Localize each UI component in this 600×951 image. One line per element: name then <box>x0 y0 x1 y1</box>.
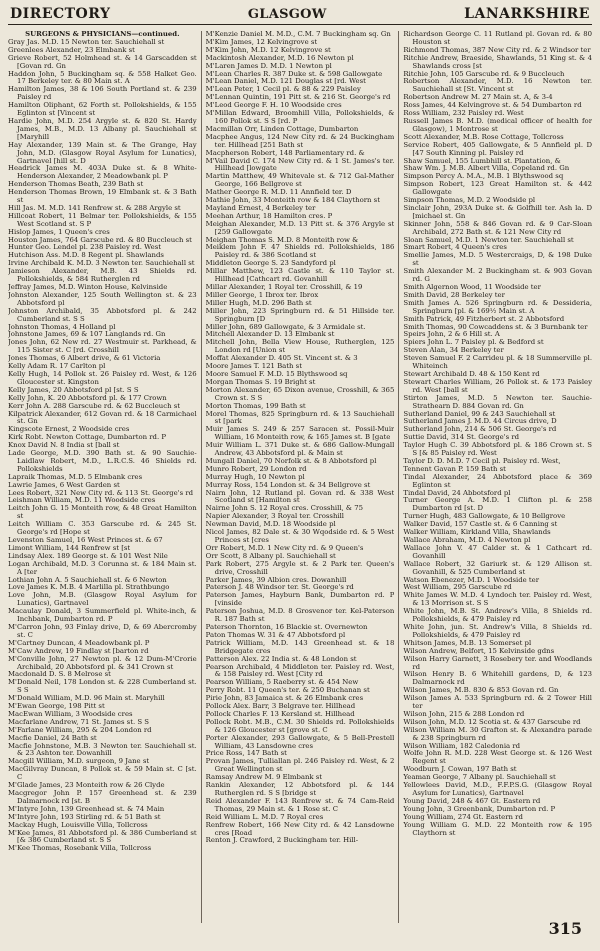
directory-entry: Martin Matthew, 49 Whitevale st. & 712 Gal-Mather George, 166 Bellgrove st <box>205 172 395 189</box>
directory-entry: Russell James B. M.D. (medical officer of health for Glasgow), 1 Montrose st <box>403 116 593 133</box>
directory-entry: Wilson William M. 30 Grafton st. & Alexandra parade & 238 Springburn rd <box>403 725 593 742</box>
directory-entry: Millar Alexander, 1 Royal ter. Crosshill, & 19 <box>205 283 363 291</box>
directory-entry: Meiklem John F. 47 Shields rd. Pollokshields, 186 Paisley rd. & 386 Scotland st <box>205 243 395 260</box>
directory-entry: Renton J. Crawford, 2 Buckingham ter. Hill- <box>205 836 359 845</box>
directory-entry: Muir William L. 371 Duke st. & 686 Gallow-Mungall Andrew, 43 Abbotsford pl. & Main st <box>205 441 395 458</box>
directory-entry: M'Intyre John, 193 Stirling rd. & 51 Bath st <box>8 812 161 821</box>
directory-entry: Irvine Archibald K. M.D. 3 Newton ter. Sauchiehall st <box>8 259 195 268</box>
directory-entry: Jamieson Alexander, M.B. 43 Shields rd. Pollokshields, & 584 Rutherglen rd <box>8 267 197 284</box>
directory-entry: Lothian John A. 5 Sauchiehall st. & 6 Newton <box>8 575 167 584</box>
directory-entry: Wilson Andrew, Belfort, 15 Kelvinside gdns <box>403 646 555 655</box>
directory-entry: Service Robert, 405 Gallowgate, & 5 Annfield pl. D [47 South Kinning pl. Paisley rd <box>403 140 593 157</box>
directory-entry: Meighan Alexander, M.D. 13 Pitt st. & 376 Argyle st [259 Gallowgate <box>205 219 395 236</box>
directory-entry: Moore Samuel F. M.D. 15 Blythswood sq <box>205 369 348 378</box>
directory-entry: Macpherson Robert, 148 Parliamentary rd. & <box>205 148 365 157</box>
directory-entry: M'Kim James, 12 Kelvingrove st <box>205 37 318 46</box>
directory-entry: Greenlees Alexander, 23 Elmbank st <box>8 45 135 54</box>
directory-entry: Yeaman George, 7 Albany pl. Sauchiehall st <box>403 773 556 782</box>
directory-entry: Simpson Percy A. M.A., M.B. 1 Blythswood sq <box>403 172 564 181</box>
directory-columns <box>8 31 592 923</box>
column-2 <box>201 31 395 923</box>
directory-entry: Meighan Thomas S. M.D. 8 Monteith row & <box>205 235 359 244</box>
directory-entry: Renfrew Robert, 166 New City rd. & 42 Lansdowne cres [Road <box>205 820 395 837</box>
directory-entry: Johnston Archibald, 35 Abbotsford pl. & 242 Cumberland st. S S <box>8 306 197 323</box>
directory-entry: Hardie John, M.D. 254 Argyle st. & 820 St. Hardy James, M.B., M.D. 13 Albany pl. Sauchiehall st [Maryhill <box>8 116 197 141</box>
directory-entry: Kelly John, K. 20 Abbotsford pl. & 177 Crown <box>8 393 167 402</box>
directory-entry: Newman David, M.D. 18 Woodside pl <box>205 520 336 529</box>
directory-entry: Nairn John, 12 Rutland pl. Govan rd. & 338 West Scotland st [Hamilton st <box>205 488 395 505</box>
directory-entry: Paterson James, Hayburn Bank, Dumbarton rd. P [vinside <box>205 591 395 608</box>
directory-entry: M'Donald William, M.D. 96 Main st. Maryhill <box>8 694 165 703</box>
directory-entry: Morton Thomas, 199 Bath st <box>205 401 306 410</box>
directory-entry: Steven Alan, 34 Berkeley ter <box>403 346 504 355</box>
directory-entry: Taylor D. D. M.D. 7 Cecil pl. Paisley rd. West, <box>403 456 561 465</box>
directory-entry: M'Millan Edward, Broomhill Villa, Pollokshields, & 160 Pollok st. S S [rd. P <box>205 109 395 125</box>
directory-entry: Skinner John, 558 & 846 Govan rd. & 9 Car-Sloan Archibald, 272 Bath st. & 121 New City rd <box>403 219 593 236</box>
directory-entry: M'Kenzie Daniel M. M.D., C.M. 7 Buckingham sq. Gn <box>205 31 391 38</box>
directory-entry: Mitchell Alexander D. 13 Elmbank st <box>205 330 335 339</box>
directory-entry: Ramsay Andrew M. 9 Elmbank st <box>205 773 323 782</box>
column-3 <box>398 31 592 923</box>
directory-entry: Mather George R. M.D. 11 Annfield ter. D <box>205 188 352 197</box>
directory-entry: Hunter Geo. Lendel pl. 238 Paisley rd. West <box>8 243 162 252</box>
directory-entry: Leishman William, M.D. 11 Woodside cres <box>8 496 156 505</box>
directory-entry: Wallace Abraham, M.D. 4 Newton pl <box>403 536 531 544</box>
directory-entry: Levenston Samuel, 16 West Princes st. & 67 <box>8 536 163 544</box>
directory-entry: Macfie Daniel, 24 Bath st <box>8 733 97 742</box>
directory-entry: Turner Hugh, 483 Gallowgate, & 10 Bellgrove <box>403 512 566 521</box>
directory-entry: MacEwan William, 3 Woodside cres <box>8 709 133 718</box>
directory-entry: Smith James A. 526 Springburn rd. & Dessideria, Springburn [pl. & 169½ Main st. A <box>403 298 593 315</box>
directory-entry: Porter Alexander, 293 Gallowgate, & 5 Bell-Prestell William, 43 Lansdowne cres <box>205 733 395 750</box>
directory-entry: Turner George A. M.D. 1 Clifton pl. & 258 Dumbarton rd [st. D <box>403 496 593 513</box>
directory-entry: Mungall Daniel, 70 Norfolk st. & 8 Abbotsford pl <box>205 456 377 465</box>
directory-entry: Patterson Alex. 22 India st. & 48 London st <box>205 654 357 663</box>
directory-entry: Jones John, 62 New rd. 27 Westmuir st. Parkhead, & 115 Sister st. C [rd. Crosshill <box>8 338 197 355</box>
directory-entry: Wolfe John R. M.D. 228 West George st. & 126 West Regent st <box>403 749 593 766</box>
directory-entry: Simpson Thomas, M.D. 2 Woodside pl <box>403 196 536 205</box>
directory-entry: Ross James, 44 Kelvingrove st. & 54 Dumbarton rd <box>403 101 582 110</box>
directory-entry: M'Ewan George, 198 Pitt st <box>8 702 105 711</box>
directory-entry: Sutherland James J. M.D. 44 Circus drive, D <box>403 417 557 426</box>
directory-entry: Shaw Wm. J. M.B. Albert Villa, Copeland rd. Gn <box>403 164 570 173</box>
directory-entry: Nicol James, 82 Dale st. & 30 Wqodside rd. & 5 West Princes st [cres <box>205 528 395 544</box>
directory-entry: Lees Robert, 321 New City rd. & 113 St. George's rd <box>8 488 194 497</box>
directory-entry: Smith Alexander M. 2 Buckingham st. & 903 Govan rd. G <box>403 267 593 284</box>
directory-entry: Haddon John, 5 Buckingham sq. & 558 Halket Geo. 17 Berkeley ter. & 80 Main st. A <box>8 69 197 86</box>
directory-entry: Patrick William, M.D. 143 Greenhead st. & 18 Bridgegate cres <box>205 638 395 655</box>
directory-entry: Ritchie John, 105 Garscube rd. & 9 Buccleuch <box>403 69 565 78</box>
directory-entry: M'Vail David C. 174 New City rd. & 1 St. James's ter. Hillhead [lowgate <box>205 156 395 173</box>
directory-entry: Macgill William, M.D. surgeon, 9 Jane st <box>8 757 150 766</box>
directory-entry: Knox David N. 8 India st [ball st <box>8 441 120 450</box>
directory-entry: Lade George, M.D. 390 Bath st. & 90 Sauchie-Laidlaw Robert, M.D., L.R.C.S. 46 Shields rd. Pollokshields <box>8 449 197 473</box>
directory-entry: Henderson Thomas Beath, 239 Bath st <box>8 180 144 189</box>
directory-entry: Yellowlees David, M.D., F.F.P.S.G. (Glasgow Royal Asylum for Lunatics), Gartnavel <box>403 781 593 797</box>
directory-entry: Smellie James, M.D. 5 Westercraigs, D, & 198 Duke st <box>403 251 593 268</box>
directory-entry: Miller John, 689 Gallowgate, & 3 Armidale st. <box>205 322 366 331</box>
directory-entry: M'Lean Charles R. 387 Duke st. & 598 Gallowgate <box>205 69 383 78</box>
header-left: DIRECTORY <box>10 6 111 22</box>
directory-entry: Macmillan Orr, Linden Cottage, Dumbarton <box>205 124 359 133</box>
directory-entry: Grieve Robert, 52 Holmhead st. & 14 Garscadden st [Govan rd. Gn <box>8 53 197 70</box>
directory-entry: Middleton George S. 23 Sandyford pl <box>205 259 336 268</box>
directory-entry: Parker James, 39 Albion cres. Dowanhill <box>205 575 347 584</box>
directory-entry: Kingscote Ernest, 2 Woodside cres <box>8 425 130 434</box>
directory-entry: Macfarlane Andrew, 71 St. James st. S S <box>8 717 150 726</box>
directory-entry: Jones Thomas, 6 Albert drive, & 61 Victoria <box>8 354 161 363</box>
directory-entry: Miller George, 1 Ibrox ter. Ibrox <box>205 290 319 299</box>
directory-entry: Simpson Robert, 123 Great Hamilton st. & 442 Gallowgate <box>403 180 593 197</box>
directory-entry: Sutherland Daniel, 99 & 243 Sauchiehall st <box>403 409 556 418</box>
directory-entry: M'Lennan Quintin, 191 Pitt st. & 216 St. George's rd <box>205 93 391 102</box>
directory-entry: M'Kee Thomas, Rosebank Villa, Tollcross <box>8 844 152 853</box>
directory-entry: Moffat Alexander D. 405 St. Vincent st. & 3 <box>205 354 358 363</box>
directory-entry: Mathie John, 33 Monteith row & 184 Claythorn st <box>205 196 380 205</box>
directory-entry: Morel Thomas, 825 Springburn rd. & 13 Sauchiehall st [park <box>205 409 395 426</box>
directory-entry: Stirton James, M.D. 5 Newton ter. Sauchie-Strathearn D. 884 Govan rd. Gn <box>403 393 593 410</box>
directory-entry: Robertson Alexander, M.D. 16 Newton ter. Sauchiehall st [St. Vincent st <box>403 77 593 94</box>
directory-entry: Morgan Thomas S. 19 Bright st <box>205 377 316 386</box>
directory-entry: Young John, 3 Greenbank, Dumbarton rd. P <box>403 804 556 813</box>
directory-entry: Wallace John V. 47 Calder st. & 1 Cathcart rd. Govanhill <box>403 543 593 560</box>
directory-entry: Hillcoat Robert, 11 Belmar ter. Pollokshields, & 155 West Scotland st. S P <box>8 211 197 228</box>
directory-entry: Scott Alexander, M.B. Rose Cottage, Tollcross <box>403 132 564 141</box>
directory-entry: Kelly James, 20 Abbotsford pl [st. S S <box>8 385 139 394</box>
directory-entry: Logan Archibald, M.D. 3 Corunna st. & 184 Main st. A [ter <box>8 559 197 576</box>
directory-entry: M'Lean Peter, 1 Cecil pl. & 88 & 229 Paisley <box>205 85 361 94</box>
directory-entry: Hislop James, 1 Queen's cres <box>8 227 110 236</box>
directory-entry: Paton Thomas W. 31 & 47 Abbotsford pl <box>205 630 346 639</box>
directory-entry: Steven Samuel F. 2 Carrideu pl. & 18 Summerville pl. Whiteinch <box>403 354 593 371</box>
directory-entry: Shaw Samuel, 155 Lumbhill st. Plantation, & <box>403 156 561 165</box>
directory-entry: M'Kim John, M.D. 12 Kelvingrove st <box>205 45 331 54</box>
directory-entry: MacGilvray Duncan, 8 Pollok st. & 59 Main st. C [st. C <box>8 765 197 782</box>
header-right: LANARKSHIRE <box>464 6 590 22</box>
directory-entry: Hamilton Oliphant, 62 Forth st. Pollokshields, & 155 Eglinton st [Vincent st <box>8 101 197 118</box>
directory-entry: Miller John, 223 Springburn rd. & 51 Hillside ter. Springburn [D <box>205 306 395 323</box>
directory-entry: M'Glade James, 23 Monteith row & 26 Clyde <box>8 781 165 790</box>
directory-entry: Pollock Alex. Barr, 3 Belgrave ter. Hillhead <box>205 702 356 711</box>
directory-entry: Stewart Charles William, 26 Pollok st. & 173 Paisley rd. West [ball st <box>403 377 593 394</box>
directory-entry: M'Caw Andrew, 19 Findlay st [barton rd <box>8 646 149 655</box>
directory-entry: Nairne John S. 12 Royal cres. Crosshill, & 75 <box>205 504 363 513</box>
directory-entry: Ritchie Andrew, Braeside, Shawlands, 51 King st. & 4 Shawlands cross [st <box>403 53 593 70</box>
directory-entry: Napier Alexander, 3 Royal ter. Crosshill <box>205 512 344 521</box>
directory-entry: Whitson James, M.B. 13 Somerset pl <box>403 638 532 647</box>
directory-entry: Woodburn J. Cowan, 197 Bath st <box>403 765 517 774</box>
directory-entry: White John, jun. St. Andrew's Villa, 8 Shields rd. Pollokshields, & 479 Paisley rd <box>403 622 593 639</box>
directory-entry: Hamilton James, 38 & 106 South Portland st. & 239 Paisley rd <box>8 85 197 102</box>
directory-entry: Morton Alexander, 65 Dixon avenue, Crosshill, & 365 Crown st. S S <box>205 385 395 402</box>
directory-entry: Kerr John A. 288 Garscube rd. & 62 Buccleuch st <box>8 401 181 410</box>
directory-entry: Macdonald D. S. 8 Melrose st <box>8 670 111 679</box>
directory-entry: Young William, 274 Gt. Eastern rd <box>403 812 523 821</box>
directory-entry: White James W. M.D. 4 Lyndoch ter. Paisley rd. West, & 13 Morrison st. S S <box>403 591 593 608</box>
directory-entry: Speirs John, 2 & 6 Hill st. A <box>403 330 500 339</box>
directory-entry: M'Intyre John, 139 Greenhead st. & 74 Main <box>8 804 165 813</box>
directory-entry: Reid William L. M.D. 7 Royal cres <box>205 812 324 821</box>
directory-entry: Pollock Charles F. 13 Kersland st. Hillhead <box>205 709 355 718</box>
directory-entry: Johnston Alexander, 125 South Wellington st. & 23 Abbotsford pl <box>8 290 197 307</box>
directory-entry: Smart Robert, 4 Queen's cres <box>403 243 507 252</box>
directory-entry: Macaulay Donald, 3 Summerfield pl. White-inch, & Inchbank, Dumbarton rd. P <box>8 607 197 624</box>
directory-entry: Sinclair John, 293A Duke st. & Golfhill ter. Ash la. D [michael st. Gn <box>403 203 593 220</box>
directory-entry: Tennent Gavan P. 159 Bath st <box>403 464 506 473</box>
directory-entry: Wilson Harry Garnett, 3 Rosebery ter. and Woodlands rd <box>403 654 593 671</box>
directory-entry: Leitch William C. 353 Garscube rd. & 245 St. George's rd [Hope st <box>8 520 197 537</box>
directory-entry: Miller Hugh, M.D. 296 Bath st <box>205 298 312 307</box>
directory-entry: Munro Robert, 29 London rd <box>205 464 307 473</box>
directory-entry: Wilson Henry B. 6 Whitehill gardens, D, & 123 Dalmarnock rd <box>403 670 593 687</box>
directory-entry: Wallace Robert, 32 Gariurk st. & 129 Allison st. Govanhill, & 525 Cumberland st <box>403 559 593 576</box>
directory-entry: M'Donald Neil, 178 London st. & 228 Cumberland st. S S <box>8 678 197 695</box>
directory-entry: Richardson George C. 11 Rutland pl. Govan rd. & 80 Houston st <box>403 31 593 46</box>
directory-entry: Hutchison Ass. M.D. 8 Regent pl. Shawlands <box>8 251 164 260</box>
directory-entry: Sutherland John, 214 & 506 St. George's rd <box>403 425 557 434</box>
directory-entry: Headrick James M. 403A Duke st. & 8 White-Henderson Alexander, 2 Meadowbank pl. P <box>8 164 197 181</box>
directory-entry: Kirk Robt. Newton Cottage, Dumbarton rd. P <box>8 433 166 442</box>
directory-entry: Lawrie James, 6 West Garden st <box>8 480 120 489</box>
directory-entry: Houston James, 764 Garscube rd. & 80 Buccleuch st <box>8 235 192 244</box>
directory-entry: Pearson William, 5 Raeberry st. & 454 New <box>205 678 359 687</box>
directory-entry: Love John, M.B. (Glasgow Royal Asylum for Lunatics), Gartnavel <box>8 591 197 608</box>
directory-entry: Millar Matthew, 123 Castle st. & 110 Taylor st. Hillhead [Cathcart rd. Govanhill <box>205 267 395 284</box>
directory-entry: Paterson Thornton, 16 Blackie st. Overnewton <box>205 622 368 631</box>
section-heading: SURGEONS & PHYSICIANS—continued. <box>25 31 180 38</box>
directory-entry: Stewart Archibald D. 48 & 150 Kent rd <box>403 369 540 378</box>
directory-entry: M'Cartney Duncan, 4 Meadowbank pl. P <box>8 638 150 647</box>
directory-entry: Kelly Adam R. 17 Carlton pl <box>8 362 106 371</box>
directory-entry: Meehan Arthur, 18 Hamilton cres. P <box>205 211 333 220</box>
directory-entry: Orr Scott, 8 Albany pl. Sauchiehall st <box>205 551 336 560</box>
directory-entry: Macfie Johnstone, M.B. 3 Newton ter. Sauchiehall st. & 23 Ashton ter. Dowanhill <box>8 741 197 758</box>
directory-entry: Wilson John, M.D. 12 Scotia st. & 437 Garscube rd <box>403 717 581 726</box>
directory-entry: Robertson Andrew M. 27 Main st. A, & 3-4 <box>403 93 553 102</box>
directory-entry: Pearson Archibald, 4 Middleton ter. Paisley rd. West, & 158 Paisley rd. West [City rd <box>205 662 395 679</box>
directory-entry: Hay Alexander, 139 Main st. & The Grange, Hay John, M.D. (Glasgow Royal Asylum for Lunatics), Gartnavel [hill st. D <box>8 140 197 165</box>
directory-entry: Walker William, Kirkland Villa, Shawlands <box>403 528 551 537</box>
directory-entry: Tindal Alexander, 24 Abbotsford place & 369 Eglinton st <box>403 472 593 489</box>
directory-entry: Lapraik Thomas, M.D. 5 Elmbank cres <box>8 472 143 481</box>
directory-entry: Sloan Samuel, M.D. 1 Newton ter. Sauchiehall st <box>403 235 574 244</box>
directory-entry: Johnstone James, 69 & 107 Langlands rd. Gn <box>8 330 166 339</box>
directory-entry: Pollock Robt. M.B., C.M. 30 Shields rd. Pollokshields & 126 Gloucester st [grove st. C <box>205 717 395 734</box>
directory-entry: Provan James, Tulliallan pl. 246 Paisley rd. West, & 2 Great Wellington st <box>205 757 395 774</box>
directory-entry: Suttie David, 314 St. George's rd <box>403 433 520 442</box>
directory-entry: West William, 295 Garscube rd <box>403 583 512 592</box>
directory-entry: M'Lean Daniel, M.D. 121 Douglas st [rd. West <box>205 77 366 86</box>
directory-entry: Watson Ebenezer, M.D. 1 Woodside ter <box>403 575 540 584</box>
directory-entry: Moore James T. 121 Bath st <box>205 362 302 371</box>
directory-entry: Ross William, 232 Paisley rd. West <box>403 109 524 118</box>
directory-entry: Limont William, 144 Renfrew st [st <box>8 543 131 552</box>
directory-entry: M'Kee James, 81 Abbotsford pl. & 386 Cumberland st [& 386 Cumberland st. S S <box>8 828 197 845</box>
directory-entry: Lindsay Alex. 189 George st. & 101 West Nile <box>8 551 168 560</box>
directory-page <box>8 6 592 942</box>
directory-entry: Paterson Joshua, M.D. 8 Grosvenor ter. Kel-Paterson R. 187 Bath st <box>205 607 395 624</box>
directory-entry: Wilson John, 215 & 288 London rd <box>403 709 525 718</box>
directory-entry: Wilson William, 182 Caledonia rd <box>403 741 521 750</box>
directory-entry: Smith Thomas, 90 Cowcaddens st. & 3 Burnbank ter <box>403 322 588 331</box>
directory-entry: Taylor Hugh C. 39 Abbotsford pl. & 186 Crown st. S S [& 85 Paisley rd. West <box>403 441 593 458</box>
directory-entry: Young William G. M.D. 22 Monteith row & 195 Claythorn st <box>403 820 593 837</box>
directory-entry: Orr Robert, M.D. 1 New City rd. & 9 Queen's <box>205 543 364 552</box>
directory-entry: Kelly Hugh, 14 Pollok st. 26 Paisley rd. West, & 126 Gloucester st. Kingston <box>8 369 197 386</box>
directory-entry: Mayland Ernest, 4 Berkeley ter <box>205 203 316 212</box>
directory-entry: M'Carron John, 93 Finlay drive, D, & 69 Abercromby st. C <box>8 622 197 639</box>
running-head <box>8 6 592 25</box>
directory-entry: Spiers John L. 7 Paisley pl. & Bedford st <box>403 338 544 347</box>
directory-entry: Henderson Thomas Brown, 19 Elmbank st. & 3 Bath st <box>8 188 197 205</box>
directory-entry: Macphee Angus, 124 New City rd. & 24 Buckingham ter. Hillhead [251 Bath st <box>205 132 395 149</box>
directory-entry: White John, M.B. St. Andrew's Villa, 8 Shields rd. Pollokshields, & 479 Paisley rd <box>403 607 593 624</box>
directory-entry: Macgregor John P. 157 Greenhead st. & 239 Dalmarnock rd [st. B <box>8 789 197 805</box>
directory-entry: Leitch John G. 15 Monteith row, & 48 Great Hamilton st <box>8 504 197 521</box>
directory-entry: Murray Ross, 154 London st. & 34 Bellgrove st <box>205 480 371 489</box>
directory-entry: Rankin Alexander, 12 Abbotsford pl. & 144 Rutherglen rd. S S [bridge st <box>205 781 395 797</box>
directory-entry: Wilson James A. 533 Springburn rd. & 2 Tower Hill ter <box>403 694 593 711</box>
directory-entry: Muir James S. 249 & 257 Saracen st. Possil-Muir William, 16 Monteith row, & 165 James st. B [gate <box>205 425 395 442</box>
directory-entry: M'Leod George F. H. 10 Woodside cres <box>205 101 342 110</box>
directory-entry: Young David, 248 & 467 Gt. Eastern rd <box>403 796 541 805</box>
directory-entry: Smith David, 28 Berkeley ter <box>403 290 505 299</box>
directory-entry: Smith Patrick, 49 Fitzherbert st. 2 Abbotsford <box>403 314 565 323</box>
directory-entry: M'Laren James D. M.D. 1 Newton pl <box>205 61 332 70</box>
directory-entry: Jeffray James, M.D. Winton House, Kelvinside <box>8 283 168 291</box>
directory-entry: Pirie John, 83 Jamaica st. & 26 Elmbank cres <box>205 694 364 703</box>
directory-entry: Park Robert, 275 Argyle st. & 2 Park ter. Queen's drive, Crosshill <box>205 559 395 576</box>
directory-entry: Kilpatrick Alexander, 612 Govan rd. & 18 Carmichael st. Gn <box>8 409 197 426</box>
directory-entry: Gray Jas. M.D. 15 Newton ter. Sauchiehall st <box>8 37 165 46</box>
directory-entry: Mackay Hugh, Louisville Villa, Tollcross <box>8 820 148 829</box>
directory-entry: Murray Hugh, 10 Newton pl <box>205 472 305 481</box>
directory-entry: Smith Algernon Wood, 11 Woodside ter <box>403 283 541 291</box>
directory-entry: Price Ross, 147 Bath st <box>205 749 287 758</box>
directory-entry: Richmond Thomas, 387 New City rd. & 2 Windsor ter <box>403 45 591 54</box>
column-1 <box>8 31 197 923</box>
directory-entry: Love James K. M.B. 4 Marlilla pl. Strathbungo <box>8 583 170 592</box>
directory-entry: Hill Jas. M. M.D. 141 Renfrew st. & 288 Argyle st <box>8 203 181 212</box>
directory-entry: Tindal David, 24 Abbotsford pl <box>403 488 511 497</box>
directory-entry: Paterson J. 48 Windsor ter. St. George's rd <box>205 583 354 592</box>
directory-entry: Perry Robt. 11 Queen's ter. & 250 Buchanan st <box>205 686 370 695</box>
directory-entry: Reid Alexander F. 143 Renfrew st. & 74 Cam-Reid Thomas, 29 Main st. & 1 Rose st. C <box>205 796 395 813</box>
directory-entry: Johnston Thomas, 4 Holland pl <box>8 322 116 331</box>
page-number: 315 <box>548 919 582 938</box>
header-center: GLASGOW <box>247 7 327 22</box>
directory-entry: M'Farlane William, 295 & 204 London rd <box>8 725 152 734</box>
directory-entry: Mackintosh Alexander, M.D. 16 Newton pl <box>205 53 354 62</box>
directory-entry: Walker David, 157 Castle st. & 6 Canning st <box>403 520 558 529</box>
directory-entry: Wilson James, M.B. 830 & 853 Govan rd. Gn <box>403 686 559 695</box>
directory-entry: M'Conville John, 27 Newton pl. & 12 Dum-M'Crorie Archibald, 20 Abbotsford pl. & 341 Crown st <box>8 654 197 671</box>
directory-entry: Mitchell John, Bella View House, Rutherglen, 125 London rd [Union st <box>205 338 395 355</box>
